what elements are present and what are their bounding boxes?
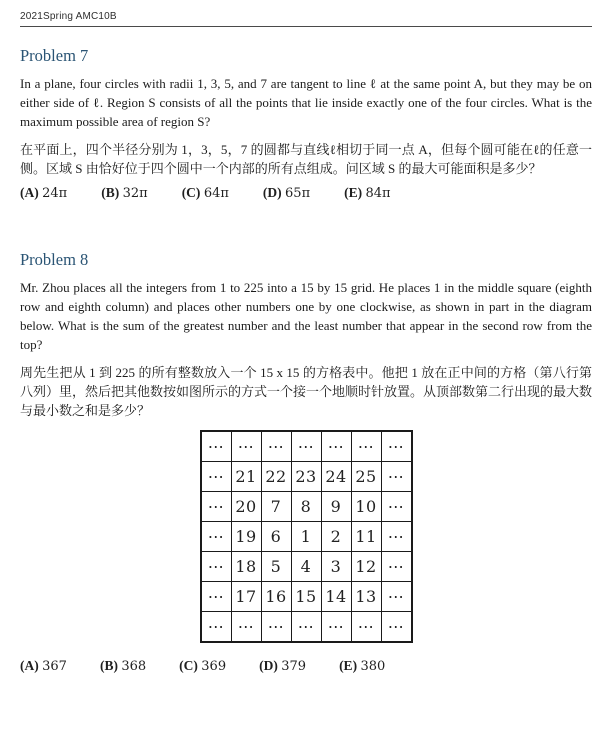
grid-cell: ⋯ bbox=[321, 612, 351, 643]
problem-7-options bbox=[20, 185, 592, 201]
option-value: 379 bbox=[281, 659, 307, 674]
grid-row bbox=[201, 431, 412, 462]
grid-cell: 5 bbox=[261, 552, 291, 582]
problem-7-option-a bbox=[20, 185, 67, 201]
grid-cell: 10 bbox=[351, 492, 381, 522]
problem-7-option-e bbox=[344, 185, 390, 201]
grid-row bbox=[201, 492, 412, 522]
option-value: 65π bbox=[285, 186, 311, 201]
grid-cell: 2 bbox=[321, 522, 351, 552]
grid-cell: ⋯ bbox=[381, 492, 412, 522]
grid-cell: 7 bbox=[261, 492, 291, 522]
grid-cell: 21 bbox=[231, 462, 261, 492]
option-value: 84π bbox=[365, 186, 391, 201]
number-grid bbox=[200, 430, 413, 643]
grid-cell: ⋯ bbox=[201, 431, 232, 462]
problem-7-option-b bbox=[101, 185, 147, 201]
option-label: (C) bbox=[179, 658, 198, 673]
grid-cell: ⋯ bbox=[291, 612, 321, 643]
grid-cell: ⋯ bbox=[381, 462, 412, 492]
number-grid-container bbox=[197, 430, 416, 643]
document-header bbox=[20, 0, 592, 27]
problem-8-title: Problem 8 bbox=[20, 250, 89, 269]
option-label: (D) bbox=[259, 658, 278, 673]
option-value: 368 bbox=[121, 659, 147, 674]
option-label: (C) bbox=[181, 185, 201, 200]
problem-8-text-english: Mr. Zhou places all the integers from 1 to 225 into a 15 by 15 grid. He places 1 in the middle square (eighth row and eighth column) and places other numbers one by one clockwise, as shown in part in the diagram below. What is the sum of the greatest number and the least number that appear in the second row from the top? bbox=[20, 280, 592, 352]
problem-7-title: Problem 7 bbox=[20, 46, 89, 65]
grid-cell: ⋯ bbox=[261, 431, 291, 462]
grid-cell: 24 bbox=[321, 462, 351, 492]
grid-cell: 8 bbox=[291, 492, 321, 522]
grid-cell: ⋯ bbox=[261, 612, 291, 643]
option-value: 24π bbox=[42, 186, 68, 201]
grid-row bbox=[201, 582, 412, 612]
grid-cell: 13 bbox=[351, 582, 381, 612]
option-value: 367 bbox=[42, 659, 67, 674]
grid-row bbox=[201, 462, 412, 492]
grid-cell: 11 bbox=[351, 522, 381, 552]
grid-cell: 3 bbox=[321, 552, 351, 582]
option-label: (B) bbox=[101, 185, 120, 200]
grid-cell: 12 bbox=[351, 552, 381, 582]
grid-cell: ⋯ bbox=[351, 612, 381, 643]
grid-cell: 9 bbox=[321, 492, 351, 522]
option-label: (E) bbox=[344, 185, 363, 200]
problem-8-option-c bbox=[179, 658, 226, 674]
grid-cell: 14 bbox=[321, 582, 351, 612]
grid-row bbox=[201, 522, 412, 552]
grid-row bbox=[201, 552, 412, 582]
grid-cell: 22 bbox=[261, 462, 291, 492]
option-value: 380 bbox=[360, 659, 386, 674]
grid-cell: ⋯ bbox=[381, 582, 412, 612]
option-label: (B) bbox=[99, 658, 118, 673]
grid-cell: 17 bbox=[231, 582, 261, 612]
problem-8-options bbox=[20, 658, 592, 674]
grid-cell: ⋯ bbox=[201, 492, 232, 522]
grid-cell: ⋯ bbox=[381, 431, 412, 462]
grid-cell: ⋯ bbox=[201, 582, 232, 612]
grid-cell: ⋯ bbox=[291, 431, 321, 462]
problem-8-option-a bbox=[20, 658, 67, 674]
grid-cell: 20 bbox=[231, 492, 261, 522]
grid-cell: ⋯ bbox=[201, 522, 232, 552]
grid-cell: ⋯ bbox=[321, 431, 351, 462]
problem-8-option-e bbox=[339, 658, 385, 674]
grid-cell: ⋯ bbox=[381, 552, 412, 582]
problem-7-text-chinese: 在平面上，四个半径分别为 1，3，5，7 的圆都与直线ℓ相切于同一点 A，但每个圆可能在ℓ的任意一侧。区域 S 由恰好位于四个圆中一个内部的所有点组成。问区域 S 的最大可能面积是多少？ bbox=[20, 142, 592, 176]
option-value: 369 bbox=[201, 659, 227, 674]
option-value: 32π bbox=[122, 186, 148, 201]
problem-7-section bbox=[20, 46, 592, 201]
problem-8-option-d bbox=[259, 658, 306, 674]
grid-cell: ⋯ bbox=[381, 522, 412, 552]
grid-cell: ⋯ bbox=[351, 431, 381, 462]
option-label: (D) bbox=[262, 185, 282, 200]
grid-cell: ⋯ bbox=[201, 552, 232, 582]
grid-cell: 23 bbox=[291, 462, 321, 492]
grid-cell: ⋯ bbox=[201, 462, 232, 492]
grid-cell: 25 bbox=[351, 462, 381, 492]
grid-cell: 6 bbox=[261, 522, 291, 552]
problem-8-text-chinese: 周先生把从 1 到 225 的所有整数放入一个 15 x 15 的方格表中。他把 1 放在正中间的方格（第八行第八列）里，然后把其他数按如图所示的方式一个接一个地顺时针放置。从顶部数第二行出现的最大数与最小数之和是多少？ bbox=[20, 365, 593, 418]
grid-cell: 16 bbox=[261, 582, 291, 612]
problem-7-text-english: In a plane, four circles with radii 1, 3, 5, and 7 are tangent to line ℓ at the same point A, but they may be on either side of ℓ. Region S consists of all the points that lie inside exactly one of the four circles. What is the maximum possible area of region S? bbox=[20, 76, 592, 129]
problem-7-option-c bbox=[182, 185, 229, 201]
grid-cell: ⋯ bbox=[381, 612, 412, 643]
grid-cell: 15 bbox=[291, 582, 321, 612]
problem-7-option-d bbox=[263, 185, 310, 201]
problem-8-option-b bbox=[100, 658, 146, 674]
option-value: 64π bbox=[203, 186, 229, 201]
grid-cell: ⋯ bbox=[201, 612, 232, 643]
document-header-title: 2021Spring AMC10B bbox=[20, 11, 117, 22]
option-label: (E) bbox=[339, 658, 358, 673]
problem-8-section bbox=[20, 250, 592, 674]
grid-cell: ⋯ bbox=[231, 612, 261, 643]
option-label: (A) bbox=[20, 658, 39, 673]
grid-cell: 18 bbox=[231, 552, 261, 582]
grid-row bbox=[201, 612, 412, 643]
grid-cell: 1 bbox=[291, 522, 321, 552]
grid-cell: 19 bbox=[231, 522, 261, 552]
grid-cell: ⋯ bbox=[231, 431, 261, 462]
grid-cell: 4 bbox=[291, 552, 321, 582]
option-label: (A) bbox=[20, 185, 39, 200]
